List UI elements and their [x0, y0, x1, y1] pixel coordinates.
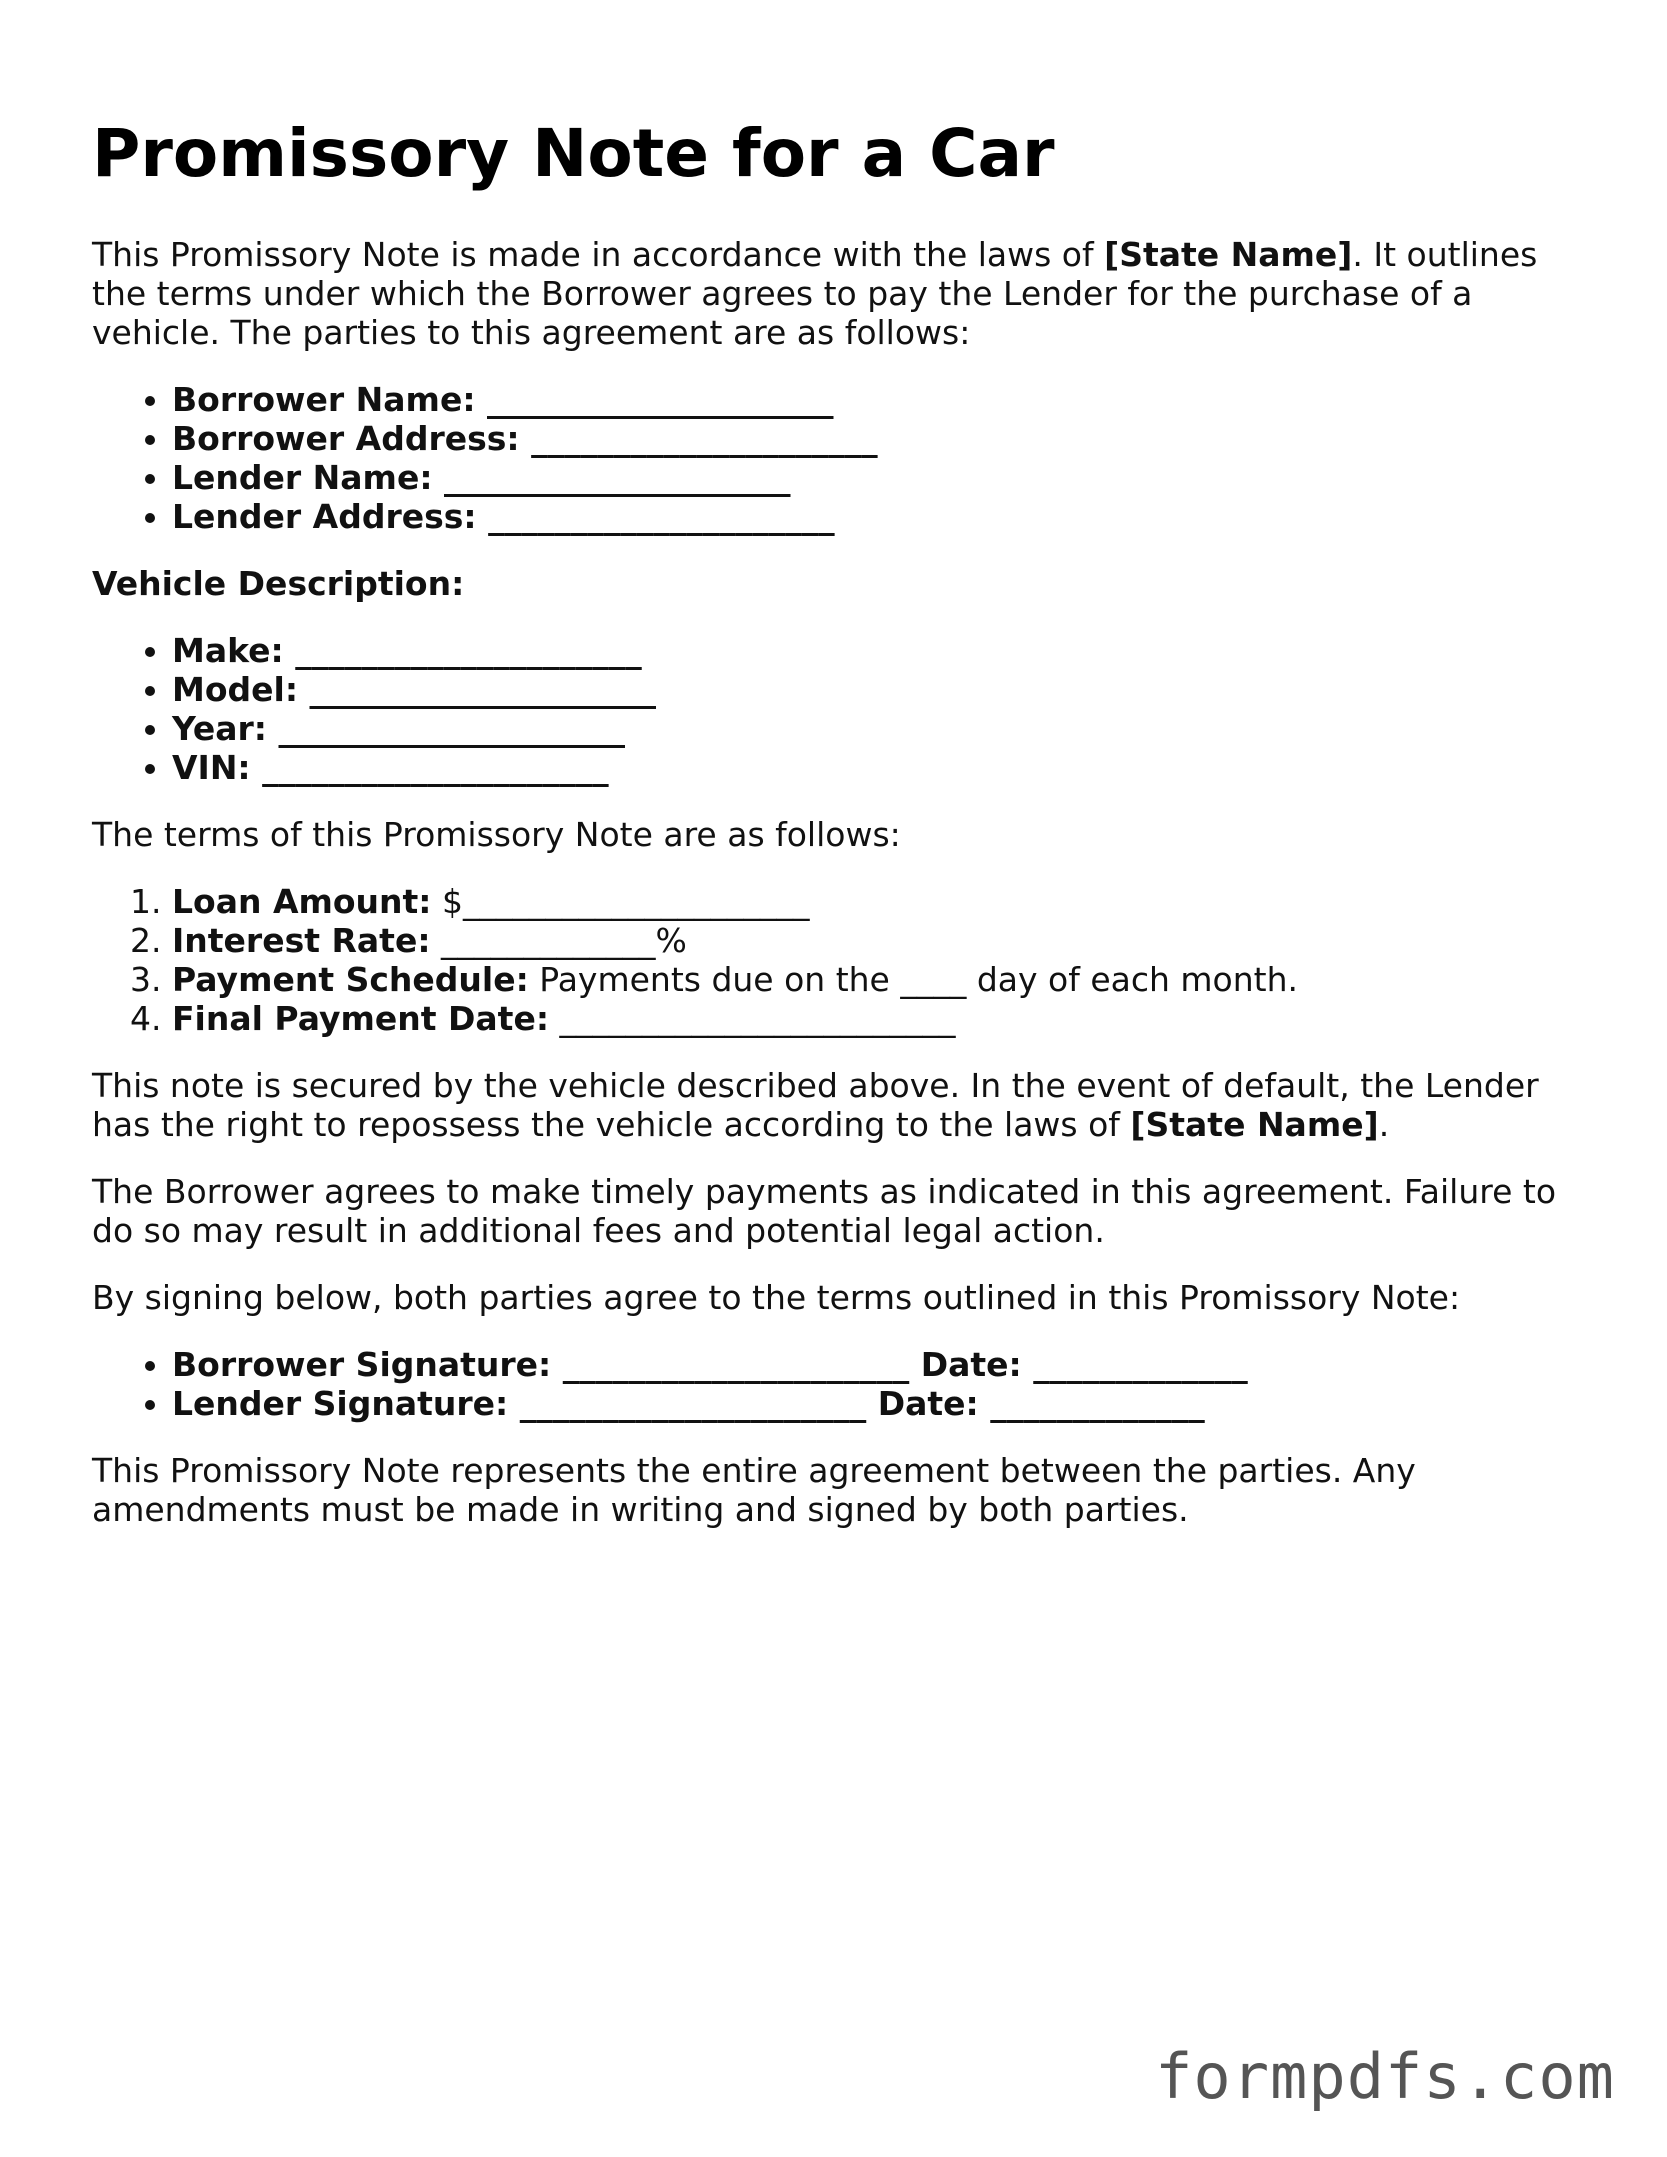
blank-line: _____________________: [298, 669, 657, 709]
field-label: Borrower Address:: [172, 418, 520, 458]
blank-line: _____________________: [519, 418, 878, 458]
list-item-model: [172, 670, 1582, 709]
intro-text-after: . It outlines the terms under which the Borrower agrees to pay the Lender for the purchase of a vehicle. The parties to this agreement are as follows:: [92, 234, 1538, 352]
page-title: Promissory Note for a Car: [92, 115, 1055, 192]
term-label: Loan Amount:: [172, 881, 432, 921]
intro-text-before: This Promissory Note is made in accordance with the laws of: [92, 234, 1105, 274]
list-item-year: [172, 709, 1582, 748]
vehicle-description-heading: Vehicle Description:: [92, 563, 465, 603]
terms-list: [92, 882, 1582, 1038]
signatures-list: [92, 1345, 1582, 1423]
blank-line: _____________________: [476, 496, 835, 536]
field-label: VIN:: [172, 747, 251, 787]
security-text-after: .: [1378, 1104, 1390, 1144]
list-item-borrower-address: [172, 419, 1582, 458]
field-label: Make:: [172, 630, 284, 670]
term-text: $_____________________: [431, 881, 810, 921]
term-label: Interest Rate:: [172, 920, 431, 960]
blank-line: _____________________: [432, 457, 791, 497]
vehicle-list: [92, 631, 1582, 787]
intro-paragraph: [92, 235, 1582, 352]
closing-paragraph: This Promissory Note represents the entire agreement between the parties. Any amendments must be made in writing and signed by both parties.: [92, 1450, 1416, 1529]
term-text: _____________%: [430, 920, 687, 960]
blank-line: _____________________: [250, 747, 609, 787]
blank-line: _____________________: [267, 708, 625, 748]
timely-payments-paragraph: The Borrower agrees to make timely payments as indicated in this agreement. Failure to do so may result in additional fees and potential legal action.: [92, 1171, 1557, 1250]
blank-line: _____________________: [475, 379, 834, 419]
list-item-final-payment-date: [172, 999, 1582, 1038]
list-item-borrower-name: [172, 380, 1582, 419]
list-item-vin: [172, 748, 1582, 787]
document-page: [92, 115, 1582, 1557]
security-paragraph: [92, 1066, 1582, 1144]
field-label: Model:: [172, 669, 299, 709]
security-state-name: [State Name]: [1130, 1104, 1379, 1144]
list-item-lender-address: [172, 497, 1582, 536]
security-text-before: This note is secured by the vehicle described above. In the event of default, the Lender has the right to repossess the vehicle according to the laws of: [92, 1065, 1539, 1144]
intro-state-name: [State Name]: [1104, 234, 1353, 274]
term-text: Payments due on the ____ day of each month.: [528, 959, 1298, 999]
signing-intro: By signing below, both parties agree to the terms outlined in this Promissory Note:: [92, 1277, 1461, 1317]
list-item-borrower-signature: [172, 1345, 1582, 1384]
list-item-payment-schedule: [172, 960, 1582, 999]
field-label: Borrower Name:: [172, 379, 476, 419]
list-item-make: [172, 631, 1582, 670]
signature-line: Borrower Signature: _____________________ Date: _____________: [172, 1344, 1248, 1384]
field-label: Lender Address:: [172, 496, 477, 536]
blank-line: _____________________: [283, 630, 642, 670]
list-item-lender-name: [172, 458, 1582, 497]
watermark: formpdfs.com: [1155, 2040, 1615, 2113]
term-label: Final Payment Date:: [172, 998, 550, 1038]
field-label: Lender Name:: [172, 457, 433, 497]
field-label: Year:: [172, 708, 267, 748]
term-text: ________________________: [549, 998, 956, 1038]
parties-list: [92, 380, 1582, 536]
list-item-lender-signature: [172, 1384, 1582, 1423]
list-item-loan-amount: [172, 882, 1582, 921]
term-label: Payment Schedule:: [172, 959, 529, 999]
terms-intro: The terms of this Promissory Note are as follows:: [92, 814, 901, 854]
list-item-interest-rate: [172, 921, 1582, 960]
signature-line: Lender Signature: _____________________ Date: _____________: [172, 1383, 1205, 1423]
